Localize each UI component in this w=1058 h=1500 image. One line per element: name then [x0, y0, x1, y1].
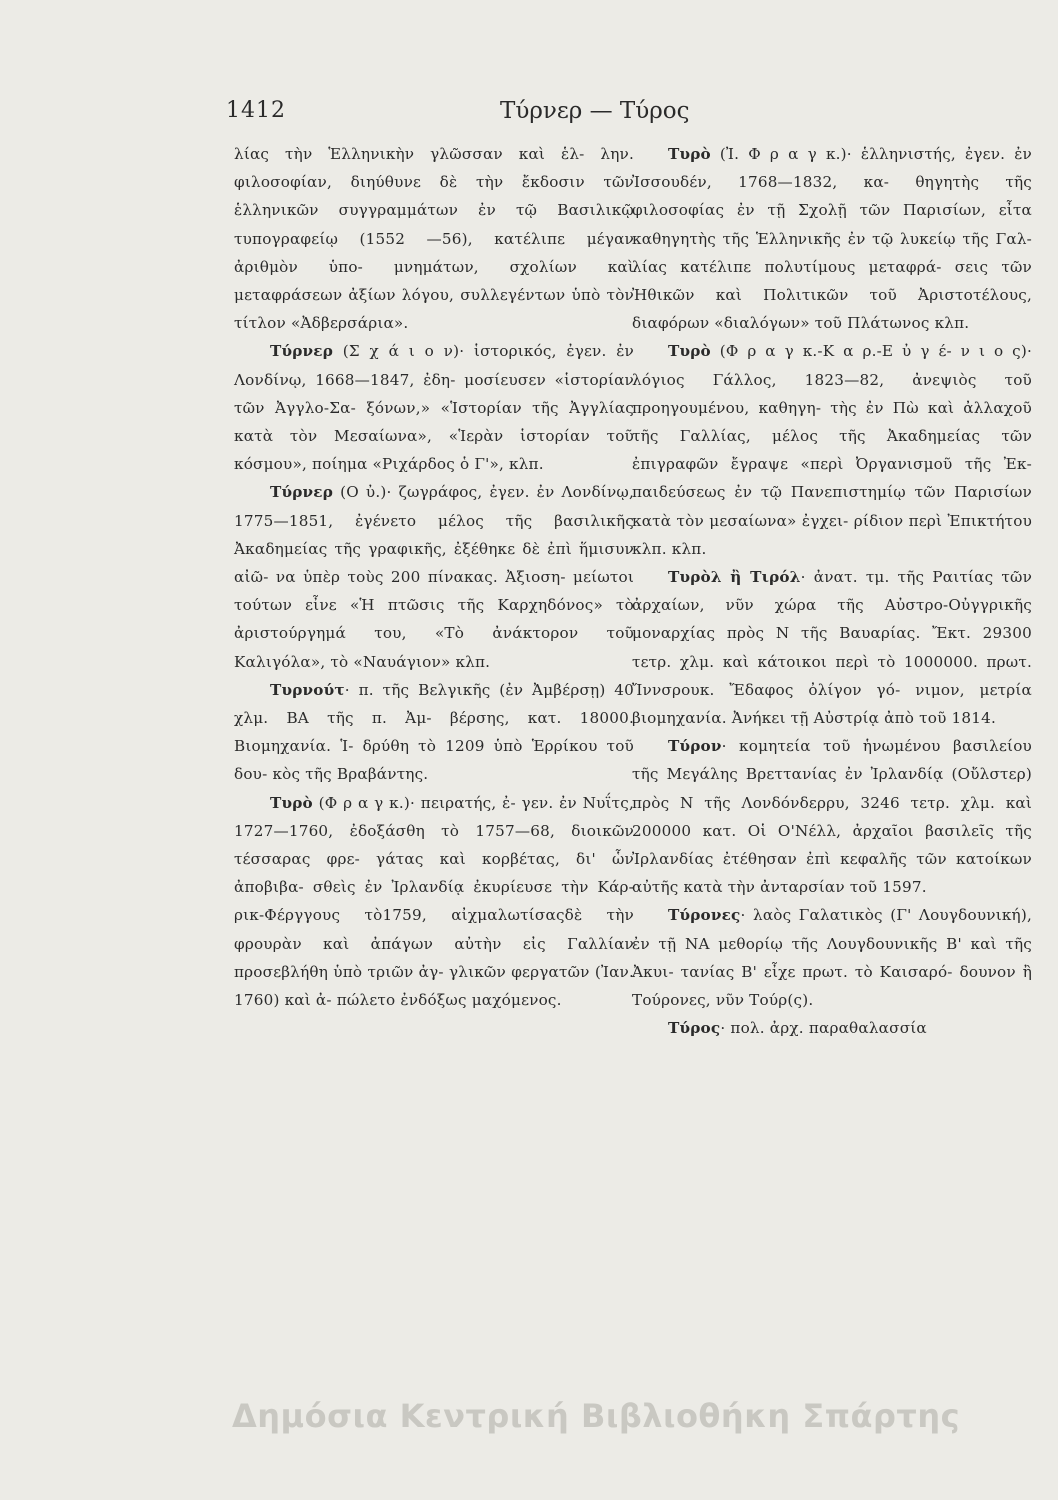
dictionary-entry	[234, 478, 634, 675]
entry-headword: Τυρὸ	[668, 342, 711, 361]
dictionary-entry	[234, 676, 634, 789]
dictionary-entry	[234, 140, 634, 337]
entry-headword: Τύρνερ	[270, 483, 334, 502]
entry-headword: Τύρνερ	[270, 342, 334, 361]
entry-headword: Τύρος	[668, 1019, 721, 1038]
dictionary-entry	[234, 337, 634, 478]
entry-text: (Ο ὐ.)· ζωγράφος, ἐγεν. ἐν Λονδίνῳ, 1775—1851, ἐγένετο μέλος τῆς βασιλικῆς Ἀκαδημείας τῆς γραφικῆς, ἐξέθηκε δὲ ἐπὶ ἥμισυν αἰῶ- να ὑπὲρ τοὺς 200 πίνακας. Ἀξιοση- μείωτοι τούτων εἶνε «Ἡ πτῶσις τῆς Καρχηδόνος» τὸ ἀριστούργημά του, «Τὸ ἀνάκτορον τοῦ Καλιγόλα», τὸ «Ναυάγιον» κλπ.	[234, 483, 634, 671]
page-number: 1412	[226, 98, 286, 123]
dictionary-entry	[632, 1014, 1032, 1042]
running-title: Τύρνερ — Τύρος	[500, 98, 690, 124]
dictionary-entry	[632, 140, 1032, 337]
dictionary-entry	[234, 789, 634, 1015]
entry-text: (Σ χ ά ι ο ν)· ἱστορικός, ἐγεν. ἐν Λονδίνῳ, 1668—1847, ἐδη- μοσίευσεν «ἱστορίαν τῶν Ἀγγλο-Σα- ξόνων,» «Ἱστορίαν τῆς Ἀγγλίας κατὰ τὸν Μεσαίωνα», «Ἱερὰν ἱστορίαν τοῦ κόσμου», ποίημα «Ριχάρδος ὁ Γ'», κλπ.	[234, 342, 634, 474]
dictionary-entry	[632, 563, 1032, 732]
dictionary-entry	[632, 732, 1032, 901]
page-header	[0, 98, 1058, 138]
entry-headword: Τυρὸ	[668, 145, 711, 163]
entry-headword: Τύρον	[668, 737, 722, 756]
dictionary-entry	[632, 901, 1032, 1014]
entry-text: · λαὸς Γαλατικὸς (Γ' Λουγδουνική), ἐν τῇ ΝΑ μεθορίῳ τῆς Λουγδουνικῆς Β' καὶ τῆς Ἀκυι- τανίας Β' εἶχε πρωτ. τὸ Καισαρό- δουνον ἢ Τούρονες, νῦν Τούρ(ς).	[632, 906, 1032, 1010]
left-column	[234, 140, 634, 1014]
entry-text: (Φ ρ α γ κ.-Κ α ρ.-Ε ὐ γ έ- ν ι ο ς)· λόγιος Γάλλος, 1823—82, ἀνεψιὸς τοῦ προηγουμένου, καθηγη- τὴς ἐν Πὼ καὶ ἀλλαχοῦ τῆς Γαλλίας, μέλος τῆς Ἀκαδημείας τῶν ἐπιγραφῶν ἔγραψε «περὶ Ὀργανισμοῦ τῆς Ἐκ- παιδεύσεως ἐν τῷ Πανεπιστημίῳ τῶν Παρισίων κατὰ τὸν μεσαίωνα» ἐγχει- ρίδιον περὶ Ἐπικτήτου κλπ. κλπ.	[632, 342, 1032, 558]
entry-text: · πολ. ἀρχ. παραθαλασσία	[720, 1019, 927, 1038]
right-column	[632, 140, 1032, 1043]
entry-text: · π. τῆς Βελγικῆς (ἐν Ἀμβέρσῃ) 40 χλμ. ΒΑ τῆς π. Ἀμ- βέρσης, κατ. 18000. Βιομηχανία. Ἱ- δρύθη τὸ 1209 ὑπὸ Ἑρρίκου τοῦ δου- κὸς τῆς Βραβάντης.	[234, 680, 634, 784]
entry-headword: Τυρὸλ ἢ Τιρόλ	[668, 568, 801, 587]
entry-text: · κομητεία τοῦ ἡνωμένου βασιλείου τῆς Μεγάλης Βρεττανίας ἐν Ἰρλανδίᾳ (Οὔλστερ) πρὸς Ν τῆς Λονδόνδερρυ, 3246 τετρ. χλμ. καὶ 200000 κατ. Οἱ Ο'Νέλλ, ἀρχαῖοι βασιλεῖς τῆς Ἰρλανδίας ἐτέθησαν ἐπὶ κεφαλῆς τῶν κατοίκων αὐτῆς κατὰ τὴν ἀνταρσίαν τοῦ 1597.	[632, 737, 1032, 897]
dictionary-entry	[632, 337, 1032, 563]
entry-text: (Ἰ. Φ ρ α γ κ.)· ἑλληνιστής, ἐγεν. ἐν Ἰσσουδέν, 1768—1832, κα- θηγητὴς τῆς φιλοσοφίας ἐν τῇ Σχολῇ τῶν Παρισίων, εἶτα καθηγητὴς τῆς Ἑλληνικῆς ἐν τῷ λυκείῳ τῆς Γαλ- λίας κατέλιπε πολυτίμους μεταφρά- σεις τῶν Ἠθικῶν καὶ Πολιτικῶν τοῦ Ἀριστοτέλους, διαφόρων «διαλόγων» τοῦ Πλάτωνος κλπ.	[632, 145, 1032, 333]
entry-text: λίας τὴν Ἑλληνικὴν γλῶσσαν καὶ ἑλ- λην. φιλοσοφίαν, διηύθυνε δὲ τὴν ἔκδοσιν τῶν ἑλληνικῶν συγγραμμάτων ἐν τῷ Βασιλικῷ τυπογραφείῳ (1552 —56), κατέλιπε μέγαν ἀριθμὸν ὑπο- μνημάτων, σχολίων καὶ μεταφράσεων ἀξίων λόγου, συλλεγέντων ὑπὸ τὸν τίτλον «Ἀδβερσάρια».	[234, 145, 634, 333]
entry-text: · ἀνατ. τμ. τῆς Ραιτίας τῶν ἀρχαίων, νῦν χώρα τῆς Αὐστρο-Οὐγγρικῆς μοναρχίας πρὸς Ν τῆς Βαυαρίας. Ἔκτ. 29300 τετρ. χλμ. καὶ κάτοικοι περὶ τὸ 1000000. πρωτ. Ἴννσρουκ. Ἔδαφος ὀλίγον γό- νιμον, μετρία βιομηχανία. Ἀνήκει τῇ Αὐστρίᾳ ἀπὸ τοῦ 1814.	[632, 568, 1033, 728]
library-watermark: Δημόσια Κεντρική Βιβλιοθήκη Σπάρτης	[232, 1397, 961, 1435]
entry-headword: Τυρὸ	[270, 793, 313, 812]
entry-headword: Τυρνούτ	[270, 680, 345, 699]
entry-headword: Τύρονες	[668, 906, 741, 925]
entry-text: (Φ ρ α γ κ.)· πειρατής, ἐ- γεν. ἐν Νυΐτς, 1727—1760, ἐδοξάσθη τὸ 1757—68, διοικῶν τέσσαρας φρε- γάτας καὶ κορβέτας, δι' ὧν ἀποβιβα- σθεὶς ἐν Ἰρλανδίᾳ ἐκυρίευσε τὴν Κάρ- ρικ-Φέργγους τὸ1759, αἰχμαλωτίσαςδὲ τὴν φρουρὰν καὶ ἀπάγων αὐτὴν εἰς Γαλλίαν προσεβλήθη ὑπὸ τριῶν ἀγ- γλικῶν φεργατῶν (Ἰαν. 1760) καὶ ἀ- πώλετο ἐνδόξως μαχόμενος.	[234, 793, 634, 1010]
